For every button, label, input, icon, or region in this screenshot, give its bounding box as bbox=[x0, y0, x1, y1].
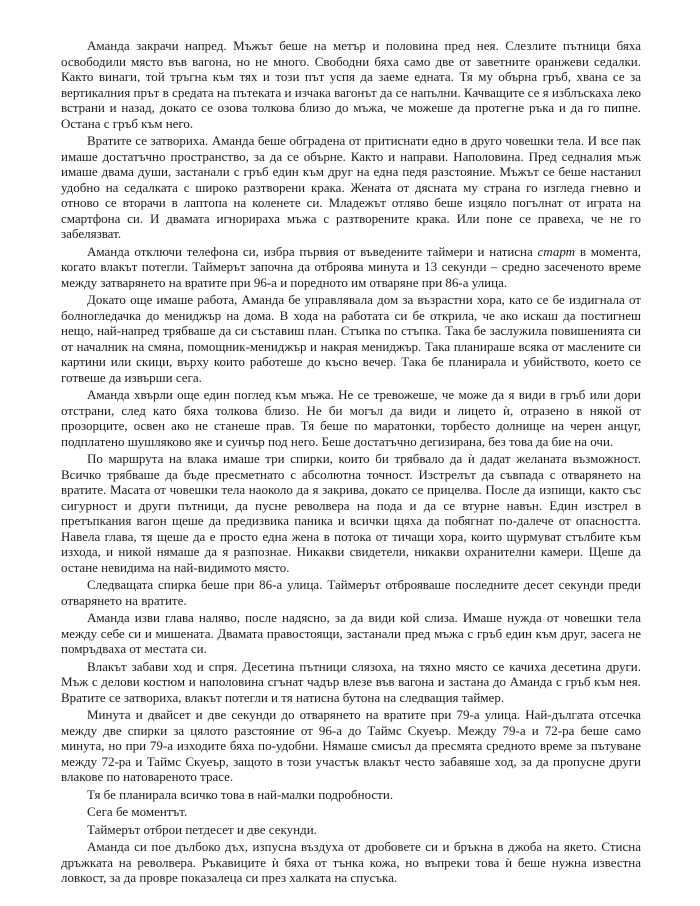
short-line-2: Сега бе моментът. bbox=[87, 804, 188, 819]
paragraph-3-end: в момента, когато влакът потегли. Таймерът започна да отброява минута и 13 секунди – средно засеченото време между затварянето на вратите при 96-а и поредното им отваряне при 86-а улица. bbox=[61, 243, 641, 290]
paragraph-3-start: Аманда отключи телефона си, избра първия от въведените таймери и натисна bbox=[87, 243, 538, 259]
paragraph-5: Аманда хвърли още един поглед към мъжа. Не се тревожеше, че може да я види в гръб или дори отстрани, след като бяха толкова близо. Не би могъл да види и лицето ѝ, отразено в някой от прозорците, освен ако не станеше прав. Тя беше по маратонки, торбесто долнище на черен анцуг, подплатено шушляково яке и суичър под него. Беше достатъчно дегизирана, без това да бие на очи. bbox=[61, 387, 641, 449]
paragraph-4: Докато още имаше работа, Аманда бе управлявала дом за възрастни хора, като се бе издигнала от болногледачка до мениджър на дома. В хода на работата си бе открила, че ако искаш да постигнеш нещо, най-напред трябваше да си съставиш план. Стъпка по стъпка. Така бе заслужила повишенията си от началник на смяна, помощник-мениджър и накрая мениджър. Така планираше всяка от маслените си картини или скици, върху които работеше до късно вечер. Така бе планирала и убийството, което се готвеше да извърши сега. bbox=[61, 292, 641, 385]
paragraph-3 bbox=[61, 244, 641, 291]
short-line-1: Тя бе планирала всичко това в най-малки подробности. bbox=[87, 786, 394, 802]
paragraph-8: Аманда изви глава наляво, после надясно, за да види кой слиза. Имаше нужда от човешки тела между себе си и мишената. Двамата правостоящи, застанали пред мъжа с гръб един към друг, засега не помръдваха от местата си. bbox=[61, 610, 641, 656]
paragraph-last: Аманда си пое дълбоко дъх, изпусна въздуха от дробовете си и бръкна в джоба на якето. Стисна дръжката на револвера. Ръкавиците ѝ бяха от тънка кожа, но въпреки това ѝ беше нужна известна ловкост, за да провре показалеца си през халката на спусъка. bbox=[61, 839, 641, 885]
paragraph-2: Вратите се затвориха. Аманда беше обградена от притиснати едно в друго човешки тела. И все пак имаше достатъчно пространство, за да се обърне. Както и направи. Наполовина. Пред седналия мъж имаше двама души, застанали с гръб един към друг на една педя разстояние. Мъжът се беше настанил удобно на седалката с широко разтворени крака. Жената от дясната му страна го изгледа гневно и отново се вторачи в лаптопа на коленете си. Младежът отляво беше изцяло погълнат от играта на смартфона си. И двамата игнорираха мъжа с разтворените крака. Или поне се правеха, че не го забелязват. bbox=[61, 133, 641, 241]
paragraph-10: Минута и двайсет и две секунди до отварянето на вратите при 79-а улица. Най-дългата отсечка между две спирки за цялото разстояние от 96-а до Таймс Скуеър. Между 79-а и 72-ра беше само минута, но при 79-а изходите бяха по-удобни. Нямаше смисъл да пресмята средното време за пътуване между 72-ра и Таймс Скуеър, защото в този участък влакът често забавяше ход, за да пропусне други влакове по натовареното трасе. bbox=[61, 707, 641, 784]
short-line-3: Таймерът отброи петдесет и две секунди. bbox=[87, 821, 317, 837]
paragraph-9: Влакът забави ход и спря. Десетина пътници слязоха, на тяхно място се качиха десетина други. Мъж с делови костюм и наполовина сгънат чадър влезе във вагона и застана до Аманда с гръб към нея. Вратите се затвориха, влакът потегли и тя натисна бутона на следващия таймер. bbox=[61, 658, 641, 705]
body-text bbox=[61, 38, 641, 888]
paragraph-7: Следващата спирка беше при 86-а улица. Таймерът отброяваше последните десет секунди преди отварянето на вратите. bbox=[61, 577, 641, 608]
paragraph-6: По маршрута на влака имаше три спирки, които би трябвало да ѝ дадат желаната възможност. Всичко трябваше да бъде пресметнато с абсолютна точност. Изстрелът да съвпада с отварянето на вратите. Масата от човешки тела наоколо да я закрива, докато се прицелва. После да изпищи, както със сигурност и други пътници, да пусне револвера на пода и да се втурне навън. Един изстрел в претъпкания вагон щеше да предизвика паника и всички щяха да побягнат по-далече от опасността. Навела глава, тя щеше да е просто една жена в потока от тичащи хора, които щурмуват стълбите към изхода, и никой нямаше да я разпознае. Никакви свидетели, никакви охранителни камери. Щеше да остане невидима на най-видимото място. bbox=[61, 451, 641, 575]
start-italic: старт bbox=[537, 243, 576, 259]
paragraph-1: Аманда закрачи напред. Мъжът беше на метър и половина пред нея. Слезлите пътници бяха освободили място във вагона, но не много. Свободни бяха само две от заветните оранжеви седалки. Както винаги, той тръгна към тях и този път успя да заеме едната. Тя му обърна гръб, хвана се за вертикалния прът в средата на пътеката и изчака вагонът да се напълни. Качващите се я изблъскаха леко встрани и назад, докато се озова толкова близо до мъжа, че можеше да протегне ръка и да го пипне. Остана с гръб към него. bbox=[61, 38, 641, 131]
